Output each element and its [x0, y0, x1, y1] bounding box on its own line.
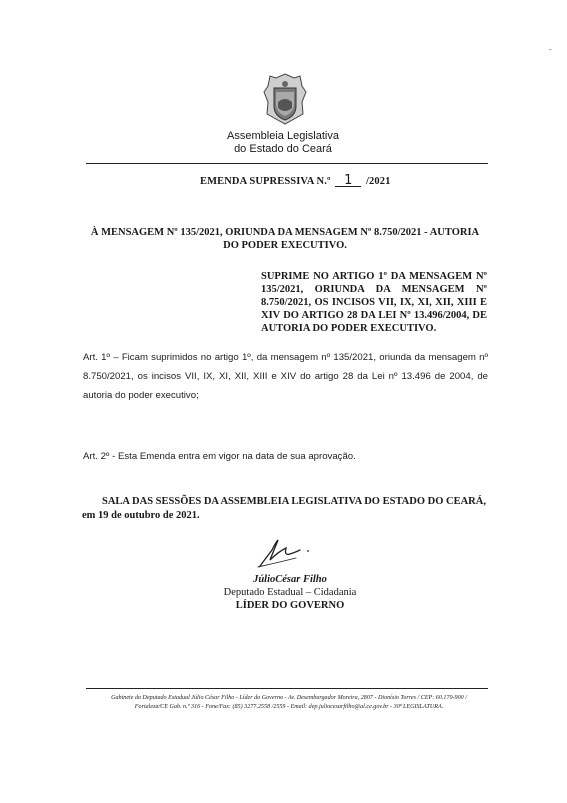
state-seal-icon [262, 72, 308, 126]
signatory-name: JúlioCésar Filho [253, 574, 327, 585]
ementa-summary: SUPRIME NO ARTIGO 1º DA MENSAGEM Nº 135/2021, ORIUNDA DA MENSAGEM Nº 8.750/2021, OS INCISOS VII, IX, XI, XII, XIII E XIV DO ARTIGO 28 DA LEI Nº 13.496/2004, DE AUTORIA DO PODER EXECUTIVO. [261, 271, 487, 334]
session-hall-statement: SALA DAS SESSÕES DA ASSEMBLEIA LEGISLATIVA DO ESTADO DO CEARÁ, em 19 de outubro de 2021. [82, 496, 486, 521]
document-title [200, 175, 390, 187]
signatory-role: Deputado Estadual – Cidadania [223, 587, 357, 598]
article-2: Art. 2º - Esta Emenda entra em vigor na data de sua aprovação. [83, 451, 356, 462]
footer-divider [86, 688, 488, 689]
institution-state: do Estado do Ceará [234, 143, 332, 155]
footer-line-2: Fortaleza/CE Gab. n.º 316 - Fone/Fax: (85) 3277.2558 /2559 - Email: dep.juliocesarfilho@al.ce.gov.br - 30ª LEGISLATURA. [134, 704, 444, 710]
signatory-title: LÍDER DO GOVERNO [235, 600, 345, 611]
institution-name: Assembleia Legislativa [227, 130, 339, 142]
mensagem-reference: À MENSAGEM Nº 135/2021, ORIUNDA DA MENSAGEM Nº 8.750/2021 - AUTORIA DO PODER EXECUTIVO. [90, 227, 480, 251]
footer-line-1: Gabinete do Deputado Estadual Júlio César Filho - Líder do Governo - Av. Desembargador Moreira, 2807 - Dionísio Torres / CEP: 60.170-900 / [111, 695, 467, 701]
article-1: Art. 1º – Ficam suprimidos no artigo 1º, da mensagem nº 135/2021, oriunda da mensagem nº 8.750/2021, os incisos VII, IX, XI, XII, XIII e XIV do artigo 28 da Lei nº 13.496 de 2004, de autoria do poder executivo; [83, 352, 488, 401]
title-suffix: /2021 [366, 176, 391, 187]
header-divider [86, 163, 488, 164]
title-prefix: EMENDA SUPRESSIVA N.º [200, 176, 331, 187]
title-number: 1 [335, 175, 361, 187]
handwritten-signature [256, 536, 316, 570]
page-mark: - [549, 45, 552, 54]
footer-contact [84, 694, 494, 712]
